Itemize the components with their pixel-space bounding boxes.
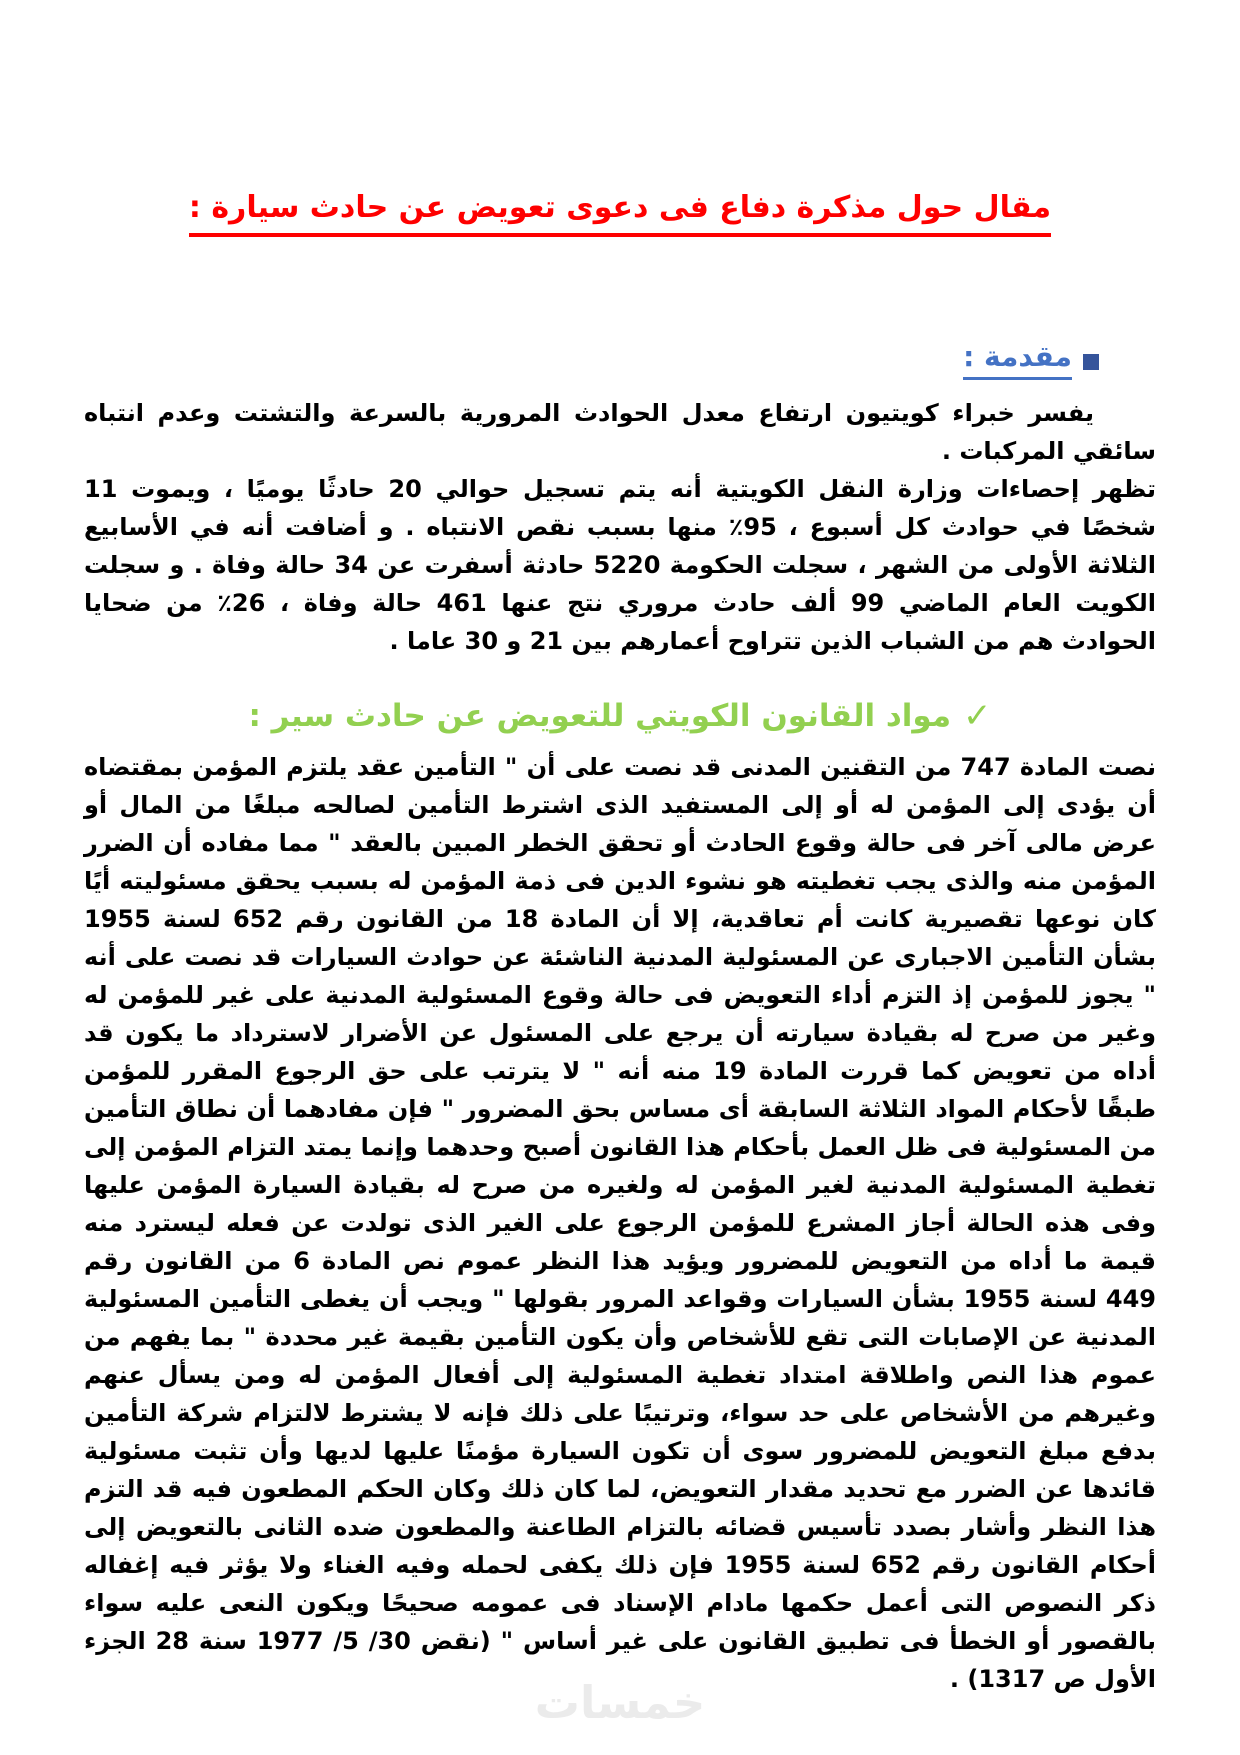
intro-paragraph-1: يفسر خبراء كويتيون ارتفاع معدل الحوادث المرورية بالسرعة والتشتت وعدم انتباه سائقي المركبات .	[84, 398, 1156, 465]
title-container	[84, 0, 1156, 237]
intro-heading-text: مقدمة :	[963, 340, 1072, 380]
page-title: مقال حول مذكرة دفاع فى دعوى تعويض عن حادث سيارة :	[189, 188, 1051, 237]
square-bullet-icon	[1083, 354, 1099, 370]
intro-paragraph-2: تظهر إحصاءات وزارة النقل الكويتية أنه يتم تسجيل حوالي 20 حادثًا يوميًا ، ويموت 11 شخصًا في حوادث كل أسبوع ، 95٪ منها بسبب نقص الانتباه . و أضافت أنه في الأسابيع الثلاثة الأولى من الشهر ، سجلت الحكومة 5220 حادثة أسفرت عن 34 حالة وفاة . و سجلت الكويت العام الماضي 99 ألف حادث مروري نتج عنها 461 حالة وفاة ، 26٪ من ضحايا الحوادث هم من الشباب الذين تتراوح أعمارهم بين 21 و 30 عاما .	[84, 474, 1157, 655]
law-heading-text: مواد القانون الكويتي للتعويض عن حادث سير :	[248, 697, 952, 734]
intro-heading	[84, 340, 1099, 380]
checkmark-icon: ✓	[963, 695, 992, 736]
law-paragraph: نصت المادة 747 من التقنين المدنى قد نصت على أن " التأمين عقد يلتزم المؤمن بمقتضاه أن يؤدى إلى المؤمن له أو إلى المستفيد الذى اشترط التأمين لصالحه مبلغًا من المال أو عرض مالى آخر فى حالة وقوع الحادث أو تحقق الخطر المبين بالعقد " مما مفاده أن الضرر المؤمن منه والذى يجب تغطيته هو نشوء الدين فى ذمة المؤمن له بسبب يحقق مسئوليته أيًا كان نوعها تقصيرية كانت أم تعاقدية، إلا أن المادة 18 من القانون رقم 652 لسنة 1955 بشأن التأمين الاجبارى عن المسئولية المدنية الناشئة عن حوادث السيارات قد نصت على أنه " يجوز للمؤمن إذ التزم أداء التعويض فى حالة وقوع المسئولية المدنية على غير للمؤمن له وغير من صرح له بقيادة سيارته أن يرجع على المسئول عن الأضرار لاسترداد ما يكون قد أداه من تعويض كما قررت المادة 19 منه أنه " لا يترتب على حق الرجوع المقرر للمؤمن طبقًا لأحكام المواد الثلاثة السابقة أى مساس بحق المضرور " فإن مفادهما أن نطاق التأمين من المسئولية فى ظل العمل بأحكام هذا القانون أصبح وحدهما وإنما يمتد التزام المؤمن إلى تغطية المسئولية المدنية لغير المؤمن له ولغيره من صرح له بقيادة السيارة المؤمن عليها وفى هذه الحالة أجاز المشرع للمؤمن الرجوع على الغير الذى تولدت عن فعله ليسترد منه قيمة ما أداه من التعويض للمضرور ويؤيد هذا النظر عموم نص المادة 6 من القانون رقم 449 لسنة 1955 بشأن السيارات وقواعد المرور بقولها " ويجب أن يغطى التأمين المسئولية المدنية عن الإصابات التى تقع للأشخاص وأن يكون التأمين بقيمة غير محددة " بما يفهم من عموم هذا النص واطلاقة امتداد تغطية المسئولية إلى أفعال المؤمن له ومن يسأل عنهم وغيرهم من الأشخاص على حد سواء، وترتيبًا على ذلك فإنه لا يشترط لالتزام شركة التأمين بدفع مبلغ التعويض للمضرور سوى أن تكون السيارة مؤمنًا عليها لديها وأن تثبت مسئولية قائدها عن الضرر مع تحديد مقدار التعويض، لما كان ذلك وكان الحكم المطعون فيه قد التزم هذا النظر وأشار بصدد تأسيس قضائه بالتزام الطاعنة والمطعون ضده الثانى بالتعويض إلى أحكام القانون رقم 652 لسنة 1955 فإن ذلك يكفى لحمله وفيه الغناء ولا يؤثر فيه إغفاله ذكر النصوص التى أعمل حكمها مادام الإسناد فى عمومه صحيحًا ويكون النعى عليه سواء بالقصور أو الخطأ فى تطبيق القانون على غير أساس " (نقض 30/ 5/ 1977 سنة 28 الجزء الأول ص 1317) .	[84, 752, 1157, 1693]
watermark-logo: خمسات	[534, 1676, 706, 1729]
law-section-heading	[84, 696, 1156, 736]
